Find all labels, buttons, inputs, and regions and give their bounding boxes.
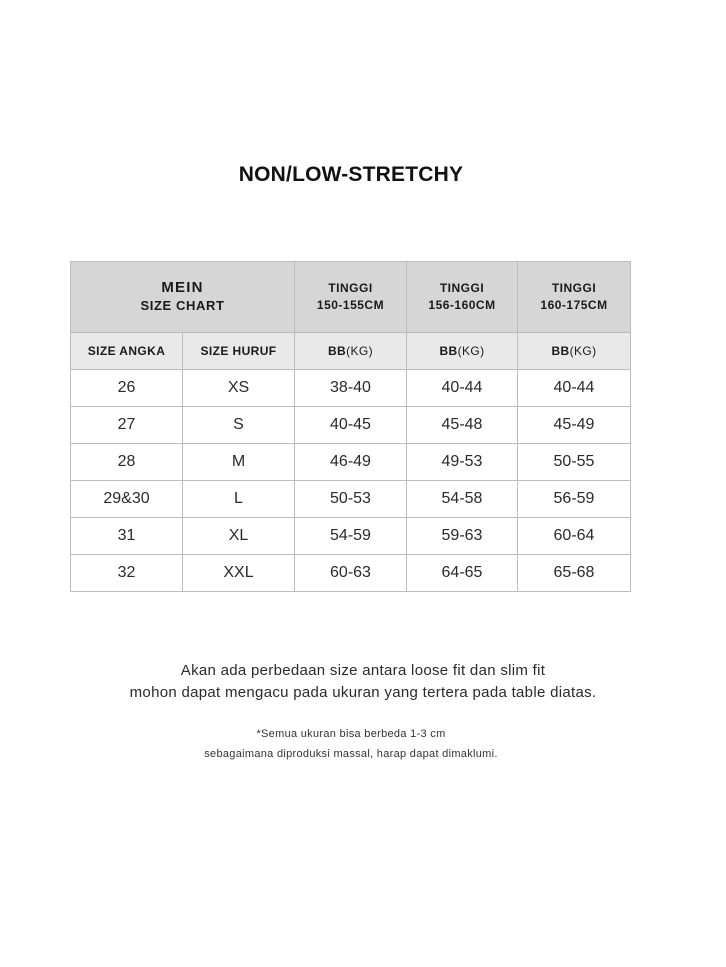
weight-cell: 59-63 [407,518,518,555]
size-huruf-header: SIZE HURUF [183,333,295,370]
size-angka-header: SIZE ANGKA [71,333,183,370]
table-row [71,481,631,518]
table-row [71,555,631,592]
table-row [71,370,631,407]
weight-cell: 60-63 [295,555,407,592]
disclaimer-line-2: sebagaimana diproduksi massal, harap dapat dimaklumi. [204,748,498,760]
weight-cell: 40-45 [295,407,407,444]
size-huruf-cell: M [183,444,295,481]
table-row [71,407,631,444]
height-header-1 [295,262,407,333]
weight-cell: 45-48 [407,407,518,444]
page-title: NON/LOW-STRETCHY [238,163,464,186]
height-range: 156-160CM [428,298,496,312]
bb-label: BB [439,344,458,358]
weight-cell: 56-59 [518,481,631,518]
bb-label: BB [551,344,570,358]
weight-cell: 49-53 [407,444,518,481]
weight-cell: 50-53 [295,481,407,518]
weight-cell: 40-44 [518,370,631,407]
size-angka-cell: 32 [71,555,183,592]
size-angka-cell: 26 [71,370,183,407]
weight-cell: 46-49 [295,444,407,481]
weight-cell: 40-44 [407,370,518,407]
size-huruf-cell: S [183,407,295,444]
table-subheader-row [71,333,631,370]
size-angka-cell: 31 [71,518,183,555]
weight-cell: 54-58 [407,481,518,518]
weight-cell: 64-65 [407,555,518,592]
fit-note-line-1: Akan ada perbedaan size antara loose fit dan slim fit [180,662,546,679]
brand-name: MEIN [161,279,204,296]
height-range: 160-175CM [540,298,608,312]
brand-header-cell [71,262,295,333]
table-row [71,444,631,481]
weight-cell: 54-59 [295,518,407,555]
size-huruf-cell: XS [183,370,295,407]
weight-cell: 65-68 [518,555,631,592]
size-huruf-cell: XXL [183,555,295,592]
size-angka-cell: 27 [71,407,183,444]
weight-header-1 [295,333,407,370]
weight-header-2 [407,333,518,370]
kg-unit: (KG) [569,344,597,358]
weight-header-3 [518,333,631,370]
weight-cell: 45-49 [518,407,631,444]
table-header-row [71,262,631,333]
height-label: TINGGI [439,281,485,295]
weight-cell: 50-55 [518,444,631,481]
height-range: 150-155CM [316,298,385,312]
size-huruf-cell: XL [183,518,295,555]
brand-subtitle: SIZE CHART [140,298,225,313]
kg-unit: (KG) [346,344,374,358]
height-header-2 [407,262,518,333]
size-huruf-cell: L [183,481,295,518]
size-angka-cell: 29&30 [71,481,183,518]
bb-label: BB [327,344,347,358]
kg-unit: (KG) [457,344,485,358]
fit-note-line-2: mohon dapat mengacu pada ukuran yang tertera pada table diatas. [129,684,597,701]
height-label: TINGGI [328,281,373,295]
disclaimer-line-1: *Semua ukuran bisa berbeda 1-3 cm [256,728,446,740]
weight-cell: 60-64 [518,518,631,555]
table-row [71,518,631,555]
height-label: TINGGI [551,281,597,295]
weight-cell: 38-40 [295,370,407,407]
size-chart-table [70,261,631,592]
height-header-3 [518,262,631,333]
size-angka-cell: 28 [71,444,183,481]
